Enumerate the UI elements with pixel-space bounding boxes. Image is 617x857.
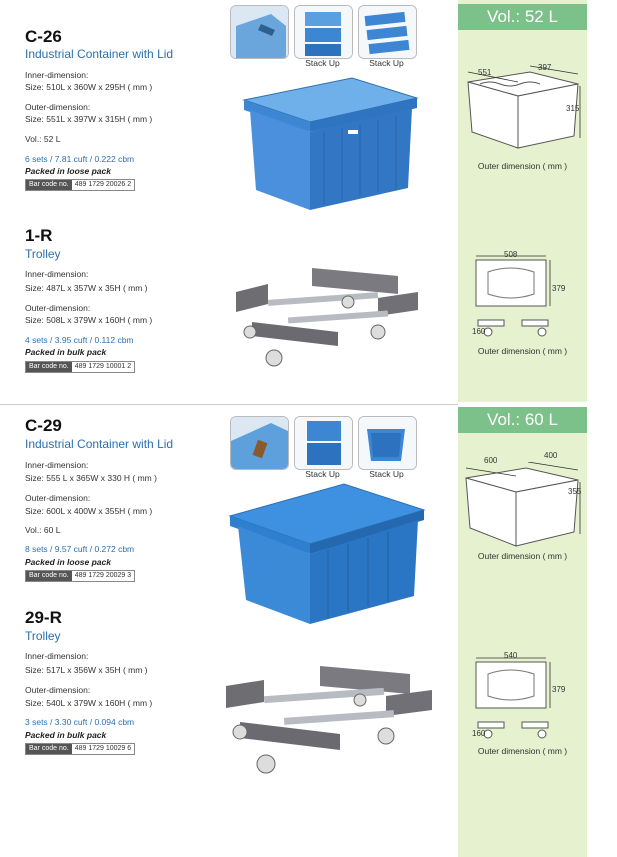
- barcode-number: 489 1729 20029 3: [72, 571, 134, 581]
- barcode-label: Bar code no.: [26, 744, 72, 754]
- c29-stack-up-caption-1: Stack Up: [305, 469, 340, 479]
- r29-outer-size: Size: 540L x 379W x 160H ( mm ): [25, 698, 153, 708]
- r1-dim-height: 160: [472, 327, 486, 336]
- r1-pack: Packed in bulk pack: [25, 347, 107, 357]
- barcode-number: 489 1729 10029 6: [72, 744, 134, 754]
- r29-inner-size: Size: 517L x 356W x 35H ( mm ): [25, 665, 148, 675]
- barcode-label: Bar code no.: [26, 362, 72, 372]
- r1-inner-label: Inner-dimension:: [25, 269, 89, 279]
- c26-code: C-26: [25, 27, 62, 46]
- c26-volume-header: Vol.: 52 L: [458, 4, 587, 30]
- r29-sets: 3 sets / 3.30 cuft / 0.094 cbm: [25, 717, 135, 727]
- c29-code: C-29: [25, 416, 62, 435]
- c26-dim-length: 551: [478, 68, 492, 77]
- c29-inner-size: Size: 555 L x 365W x 330 H ( mm ): [25, 473, 157, 483]
- r1-product-image: [228, 262, 423, 372]
- c29-outer-caption: Outer dimension ( mm ): [477, 551, 568, 561]
- r29-outer-caption: Outer dimension ( mm ): [477, 746, 568, 756]
- c29-lid-closeup-thumb: [230, 416, 289, 470]
- c29-stack-up-thumb-2: [358, 416, 417, 470]
- c26-stack-up-caption-2: Stack Up: [369, 58, 404, 68]
- r29-dim-length: 540: [504, 651, 518, 660]
- c26-dim-height: 315: [566, 104, 580, 113]
- r29-product-image: [220, 660, 435, 780]
- c29-dimension-drawing: [460, 462, 584, 552]
- c26-stack-up-thumb-1: [294, 5, 353, 59]
- c29-sets: 8 sets / 9.57 cuft / 0.272 cbm: [25, 544, 135, 554]
- r1-code: 1-R: [25, 226, 53, 245]
- c26-outer-caption: Outer dimension ( mm ): [477, 161, 568, 171]
- r1-sets: 4 sets / 3.95 cuft / 0.112 cbm: [25, 335, 134, 345]
- c26-product-image: [232, 70, 420, 215]
- c29-barcode: [25, 570, 135, 582]
- c26-sets: 6 sets / 7.81 cuft / 0.222 cbm: [25, 154, 135, 164]
- r1-outer-label: Outer-dimension:: [25, 303, 91, 313]
- c29-pack: Packed in loose pack: [25, 557, 111, 567]
- c29-stack-up-caption-2: Stack Up: [369, 469, 404, 479]
- c26-inner-size: Size: 510L x 360W x 295H ( mm ): [25, 82, 153, 92]
- r29-pack: Packed in bulk pack: [25, 730, 107, 740]
- barcode-number: 489 1729 10001 2: [72, 362, 134, 372]
- c29-volume: Vol.: 60 L: [25, 525, 61, 535]
- c26-title: Industrial Container with Lid: [25, 47, 174, 61]
- c26-volume: Vol.: 52 L: [25, 134, 61, 144]
- barcode-label: Bar code no.: [26, 571, 72, 581]
- c29-title: Industrial Container with Lid: [25, 437, 174, 451]
- c29-outer-label: Outer-dimension:: [25, 493, 91, 503]
- r29-code: 29-R: [25, 608, 62, 627]
- c26-dim-width: 397: [538, 63, 552, 72]
- c26-inner-label: Inner-dimension:: [25, 70, 89, 80]
- r29-inner-label: Inner-dimension:: [25, 651, 89, 661]
- c29-dim-height: 355: [568, 487, 582, 496]
- r1-title: Trolley: [25, 247, 61, 261]
- r29-dim-height: 160: [472, 729, 486, 738]
- barcode-number: 489 1729 20026 2: [72, 180, 134, 190]
- c26-stack-up-caption-1: Stack Up: [305, 58, 340, 68]
- r29-title: Trolley: [25, 629, 61, 643]
- r29-barcode: [25, 743, 135, 755]
- c29-dim-length: 600: [484, 456, 498, 465]
- barcode-label: Bar code no.: [26, 180, 72, 190]
- c29-inner-label: Inner-dimension:: [25, 460, 89, 470]
- r1-outer-size: Size: 508L x 379W x 160H ( mm ): [25, 315, 153, 325]
- c26-outer-size: Size: 551L x 397W x 315H ( mm ): [25, 114, 153, 124]
- r1-barcode: [25, 361, 135, 373]
- c29-dim-width: 400: [544, 451, 558, 460]
- r29-dim-width: 379: [552, 685, 566, 694]
- c29-stack-up-thumb-1: [294, 416, 353, 470]
- section-divider: [0, 404, 458, 405]
- r1-dim-length: 508: [504, 250, 518, 259]
- c29-volume-header: Vol.: 60 L: [458, 407, 587, 433]
- c29-product-image: [224, 478, 430, 628]
- c26-barcode: [25, 179, 135, 191]
- r1-dim-width: 379: [552, 284, 566, 293]
- c26-stack-up-thumb-2: [358, 5, 417, 59]
- r1-outer-caption: Outer dimension ( mm ): [477, 346, 568, 356]
- r1-inner-size: Size: 487L x 357W x 35H ( mm ): [25, 283, 148, 293]
- c26-pack: Packed in loose pack: [25, 166, 111, 176]
- c26-outer-label: Outer-dimension:: [25, 102, 91, 112]
- c29-outer-size: Size: 600L x 400W x 355H ( mm ): [25, 506, 153, 516]
- r29-outer-label: Outer-dimension:: [25, 685, 91, 695]
- c26-lid-closeup-thumb: [230, 5, 289, 59]
